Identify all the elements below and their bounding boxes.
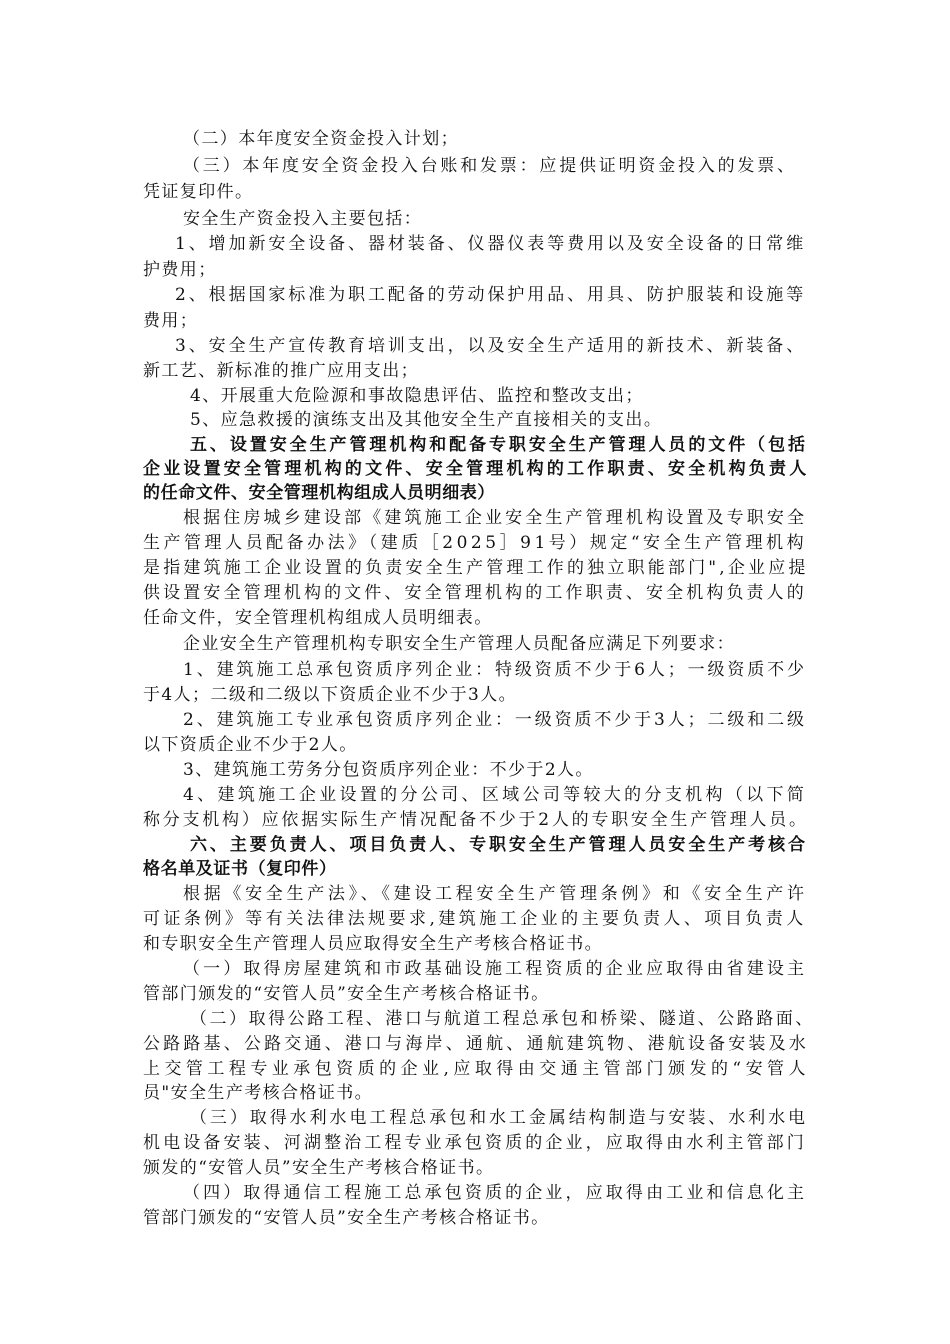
paragraph-line: （四）取得通信工程施工总承包资质的企业，应取得由工业和信息化主 (183, 1183, 808, 1203)
paragraph-line: 公路路基、公路交通、港口与海岸、通航、通航建筑物、港航设备安装及水 (143, 1034, 809, 1054)
paragraph-line: 4、开展重大危险源和事故隐患评估、监控和整改支出； (190, 386, 644, 406)
paragraph-line: 供设置安全管理机构的文件、安全管理机构的工作职责、安全机构负责人的 (143, 583, 807, 603)
paragraph-line: 管部门颁发的“安管人员”安全生产考核合格证书。 (143, 984, 550, 1004)
paragraph-line: （二）本年度安全资金投入计划； (183, 129, 459, 149)
section-heading-line: 企业设置安全管理机构的文件、安全管理机构的工作职责、安全机构负责人 (143, 459, 810, 479)
paragraph-line: 是指建筑施工企业设置的负责安全生产管理工作的独立职能部门",企业应提 (143, 558, 809, 578)
section-heading-line: 六、主要负责人、项目负责人、专职安全生产管理人员安全生产考核合 (190, 835, 808, 855)
section-heading-line: 的任命文件、安全管理机构组成人员明细表） (143, 483, 495, 503)
paragraph-line: 企业安全生产管理机构专职安全生产管理人员配备应满足下列要求： (183, 634, 735, 654)
paragraph-line: 2、根据国家标准为职工配备的劳动保护用品、用具、防护服装和设施等 (175, 285, 807, 305)
paragraph-line: 凭证复印件。 (143, 182, 254, 202)
paragraph-line: 称分支机构）应依据实际生产情况配备不少于2人的专职安全生产管理人员。 (143, 810, 809, 830)
paragraph-line: 5、应急救援的演练支出及其他安全生产直接相关的支出。 (190, 410, 663, 430)
paragraph-line: 根据住房城乡建设部《建筑施工企业安全生产管理机构设置及专职安全 (183, 508, 808, 528)
paragraph-line: 费用； (143, 311, 199, 331)
paragraph-line: 1、增加新安全设备、器材装备、仪器仪表等费用以及安全设备的日常维 (175, 234, 807, 254)
paragraph-line: 根据《安全生产法》、《建设工程安全生产管理条例》和《安全生产许 (183, 884, 808, 904)
paragraph-line: 管部门颁发的“安管人员”安全生产考核合格证书。 (143, 1208, 550, 1228)
paragraph-line: （三）本年度安全资金投入台账和发票：应提供证明资金投入的发票、 (183, 156, 797, 176)
paragraph-line: 护费用； (143, 260, 217, 280)
paragraph-line: 4、建筑施工企业设置的分公司、区域公司等较大的分支机构（以下简 (183, 785, 808, 805)
paragraph-line: 任命文件，安全管理机构组成人员明细表。 (143, 608, 493, 628)
paragraph-line: 3、建筑施工劳务分包资质序列企业：不少于2人。 (183, 760, 594, 780)
paragraph-line: 生产管理人员配备办法》（建质［2025］91号）规定“安全生产管理机构 (143, 533, 808, 553)
paragraph-line: 于4人；二级和二级以下资质企业不少于3人。 (143, 685, 518, 705)
paragraph-line: 2、建筑施工专业承包资质序列企业：一级资质不少于3人；二级和二级 (183, 710, 807, 730)
paragraph-line: 颁发的“安管人员”安全生产考核合格证书。 (143, 1158, 495, 1178)
section-heading-line: 五、设置安全生产管理机构和配备专职安全生产管理人员的文件（包括 (190, 435, 808, 455)
paragraph-line: 机电设备安装、河湖整治工程专业承包资质的企业，应取得由水利主管部门 (143, 1133, 807, 1153)
paragraph-line: 安全生产资金投入主要包括： (183, 209, 423, 229)
paragraph-line: 和专职安全生产管理人员应取得安全生产考核合格证书。 (143, 934, 603, 954)
section-heading-line: 格名单及证书（复印件） (143, 859, 337, 879)
paragraph-line: 新工艺、新标准的推广应用支出； (143, 361, 419, 381)
paragraph-line: 以下资质企业不少于2人。 (143, 735, 358, 755)
paragraph-line: （一）取得房屋建筑和市政基础设施工程资质的企业应取得由省建设主 (183, 959, 808, 979)
paragraph-line: 上交管工程专业承包资质的企业,应取得由交通主管部门颁发的“安管人 (143, 1059, 810, 1079)
paragraph-line: 3、安全生产宣传教育培训支出，以及安全生产适用的新技术、新装备、 (175, 336, 807, 356)
paragraph-line: （三）取得水利水电工程总承包和水工金属结构制造与安装、水利水电 (190, 1108, 808, 1128)
paragraph-line: 1、建筑施工总承包资质序列企业：特级资质不少于6人；一级资质不少 (183, 660, 807, 680)
paragraph-line: （二）取得公路工程、港口与航道工程总承包和桥梁、隧道、公路路面、 (190, 1009, 815, 1029)
paragraph-line: 可证条例》等有关法律法规要求,建筑施工企业的主要负责人、项目负责人 (143, 909, 807, 929)
paragraph-line: 员"安全生产考核合格证书。 (143, 1083, 374, 1103)
